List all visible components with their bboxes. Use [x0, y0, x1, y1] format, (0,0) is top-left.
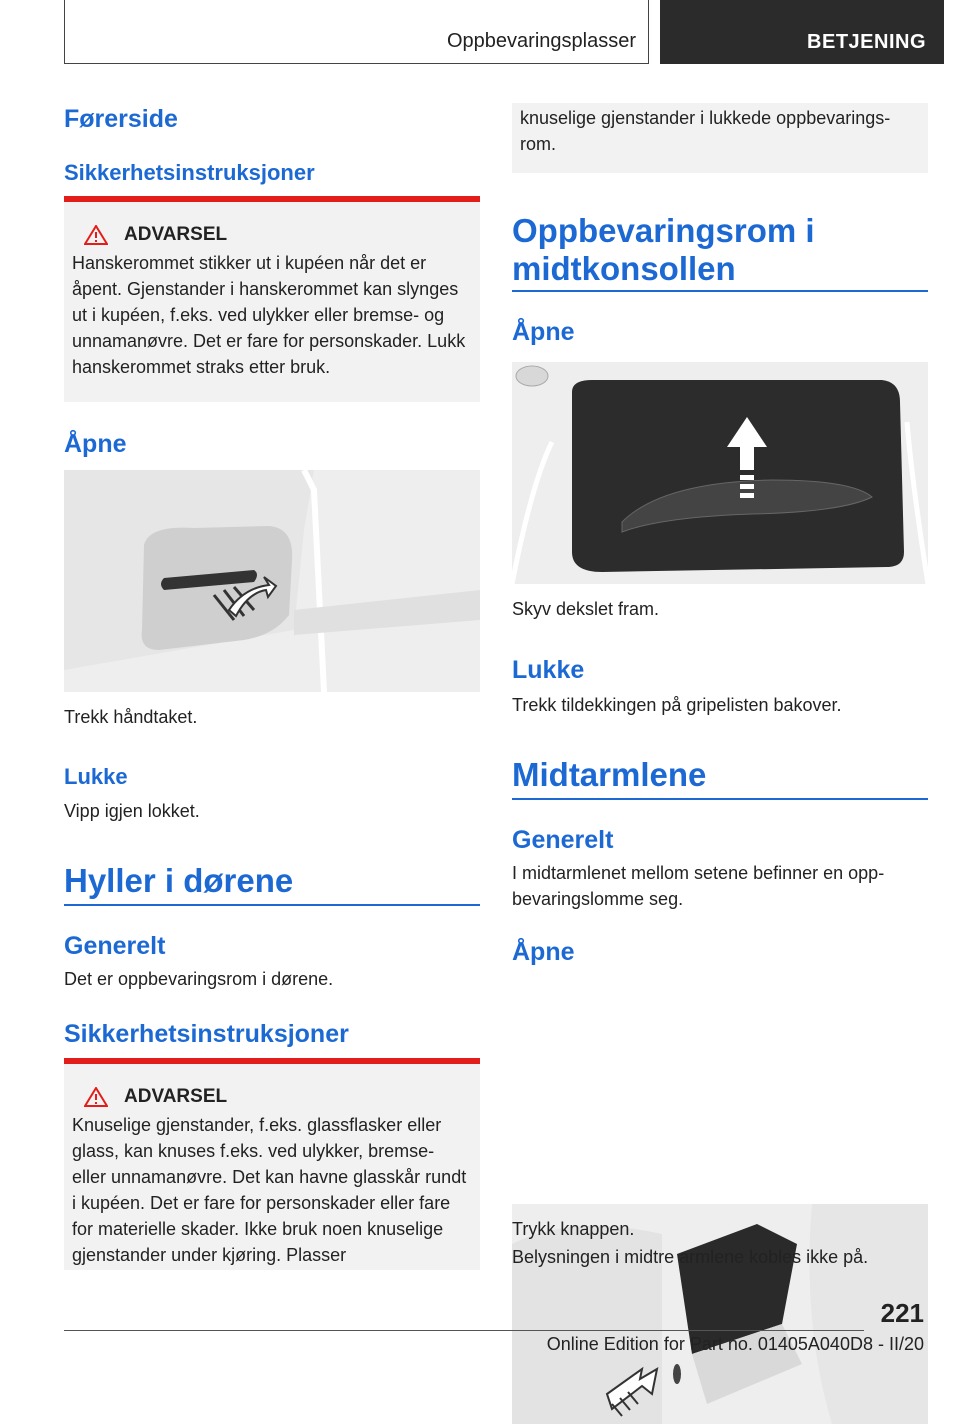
caption-apne-left: Trekk håndtaket. — [64, 707, 198, 727]
warning-triangle-icon — [84, 1087, 108, 1107]
heading-lukke-right: Lukke — [512, 656, 585, 684]
rule-midtarmlene — [512, 798, 928, 800]
header-section-title: Oppbevaringsplasser — [447, 30, 636, 52]
text-generelt-right: I midtarmlenet mellom setene befinner en oppbevaringslomme seg. — [512, 863, 885, 909]
rule-midtkonsoll — [512, 290, 928, 292]
heading-generelt-left: Generelt — [64, 932, 166, 960]
caption-apne2-right: Trykk knappen. — [512, 1219, 635, 1239]
console-illustration — [512, 362, 928, 584]
warning-text-1: Hanskerommet stikker ut i kupéen når det er åpent. Gjenstander i hanskerommet kan slynges ut i kupéen, f.eks. ved ulykker eller bremse- og unnamanøvre. Det er fare for personskader. Lukk hanskerommet straks etter bruk. — [72, 253, 466, 377]
right-column — [512, 100, 928, 1267]
heading-lukke-left: Lukke — [64, 764, 128, 789]
warning-label-2: ADVARSEL — [124, 1086, 228, 1107]
heading-apne2-right: Åpne — [512, 938, 575, 966]
caption-apne-right: Skyv dekslet fram. — [512, 599, 660, 619]
heading-apne-left: Åpne — [64, 430, 127, 458]
header-chapter-title: BETJENING — [807, 31, 926, 53]
header-chapter-tab — [660, 0, 944, 64]
warning-box-1 — [64, 196, 480, 402]
heading-sikkerhet-2: Sikkerhetsinstruksjoner — [64, 1020, 349, 1048]
rule-hyller — [64, 904, 480, 906]
text-generelt-left: Det er oppbevaringsrom i dørene. — [64, 969, 334, 989]
warning-triangle-icon — [84, 225, 108, 245]
heading-midtarmlene: Midtarmlene — [512, 756, 707, 793]
text-lukke-left: Vipp igjen lokket. — [64, 801, 200, 821]
warning-continuation-text: knuselige gjenstander i lukkede oppbevaringsrom. — [520, 108, 891, 154]
warning-continuation — [512, 103, 928, 173]
text-lukke-right: Trekk tildekkingen på gripelisten bakover. — [512, 695, 842, 715]
heading-forerside: Førerside — [64, 105, 178, 133]
heading-midtkonsoll: Oppbevaringsrom i midtkonsollen — [512, 212, 815, 287]
heading-generelt-right: Generelt — [512, 826, 614, 854]
header-section-tab — [64, 0, 649, 64]
warning-text-2: Knuselige gjenstander, f.eks. glassflasker eller glass, kan knuses f.eks. ved ulykker, bremse- eller unnamanøvre. Det kan havne glasskår rundt i kupéen. Det er fare for personskader eller fare for materielle skader. Ikke bruk noen knuselige gjenstander under kjøring. Plasser — [72, 1115, 467, 1265]
warning-box-2 — [64, 1058, 480, 1270]
glovebox-illustration — [64, 470, 480, 692]
footer-rule — [64, 1330, 864, 1331]
page-number: 221 — [880, 1298, 924, 1328]
heading-apne-right: Åpne — [512, 318, 575, 346]
glovebox-handle-image — [64, 470, 480, 692]
text-belysning: Belysningen i midtre armlene kobles ikke på. — [512, 1247, 869, 1267]
heading-hyller: Hyller i dørene — [64, 862, 294, 899]
left-column — [64, 100, 480, 1265]
center-console-cover-image — [512, 362, 928, 584]
heading-sikkerhet-1: Sikkerhetsinstruksjoner — [64, 160, 315, 185]
warning-label-1: ADVARSEL — [124, 224, 228, 245]
footer-edition: Online Edition for Part no. 01405A040D8 - II/20 — [546, 1334, 924, 1354]
